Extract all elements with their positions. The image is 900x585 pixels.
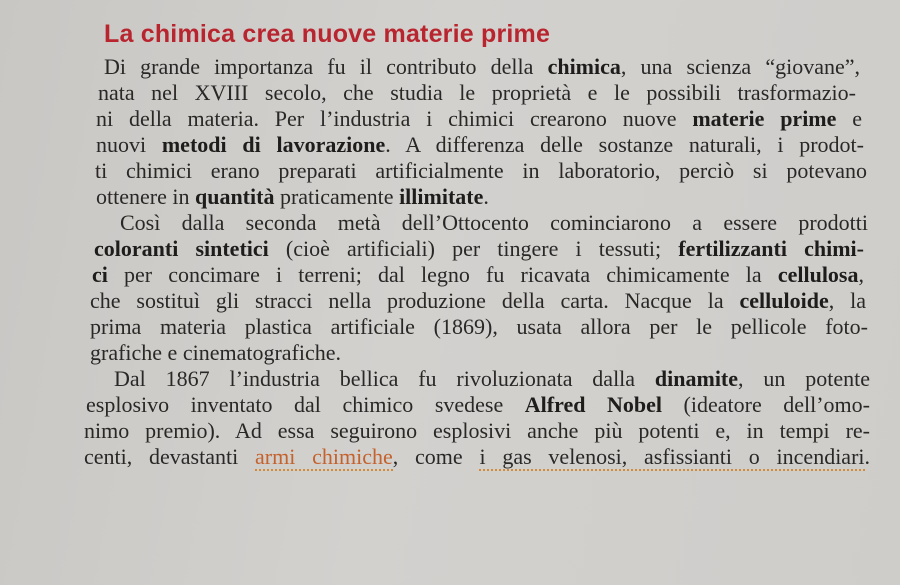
text-segment: (ideatore dell’omo-	[662, 392, 870, 417]
text-line	[90, 314, 868, 340]
text-segment: , la	[828, 288, 866, 313]
text-line	[96, 106, 862, 132]
section-title: La chimica crea nuove materie prime	[104, 20, 551, 48]
text-segment: che sostituì gli stracci nella produzione della carta. Nacque la	[90, 288, 740, 313]
bold-term: chimica	[547, 54, 621, 79]
glossary-phrase: i gas velenosi, asfissianti o incendiari	[479, 444, 865, 469]
text-segment: nata nel XVIII secolo, che studia le proprietà e le possibili trasformazio-	[98, 80, 856, 105]
text-segment: prima materia plastica artificiale (1869), usata allora per le pellicole foto-	[90, 314, 868, 339]
text-line	[96, 132, 864, 158]
text-segment: , una scienza “giovane”,	[620, 54, 860, 79]
text-segment: Così dalla seconda metà dell’Ottocento cominciarono a essere prodotti	[120, 210, 868, 235]
bold-term: celluloide	[739, 288, 829, 313]
text-line	[96, 184, 558, 210]
bold-term: illimitate	[399, 184, 484, 209]
text-segment: .	[483, 184, 489, 209]
text-segment: .	[864, 444, 871, 469]
text-line	[95, 158, 867, 184]
text-segment: Dal 1867 l’industria bellica fu rivoluzionata dalla	[114, 366, 655, 391]
bold-term: cellulosa	[777, 262, 859, 287]
text-line	[120, 210, 868, 236]
text-segment: nimo premio). Ad essa seguirono esplosivi anche più potenti e, in tempi re-	[84, 418, 870, 443]
text-line	[98, 80, 856, 106]
text-line	[90, 288, 866, 314]
bold-term: materie prime	[692, 106, 837, 131]
text-segment: e	[836, 106, 862, 131]
text-segment: , un potente	[738, 366, 870, 391]
text-segment: ,	[858, 262, 864, 287]
text-segment: Di grande importanza fu il contributo della	[104, 54, 548, 79]
text-line	[114, 366, 870, 392]
text-segment: per concimare i terreni; dal legno fu ricavata chimicamente la	[107, 262, 778, 287]
bold-term: Alfred Nobel	[524, 392, 663, 417]
text-segment: nuovi	[96, 132, 162, 157]
text-line	[90, 340, 386, 366]
text-line	[84, 444, 870, 470]
text-segment: centi, devastanti	[84, 444, 255, 469]
text-segment: , come	[392, 444, 480, 469]
text-line	[84, 418, 870, 444]
text-segment: . A differenza delle sostanze naturali, i prodot-	[385, 132, 864, 157]
text-line	[104, 54, 860, 80]
bold-term: dinamite	[654, 366, 739, 391]
bold-term: coloranti sintetici	[94, 236, 269, 261]
bold-term: fertilizzanti chimi-	[678, 236, 864, 261]
bold-term: ci	[92, 262, 108, 287]
text-segment: ni della materia. Per l’industria i chimici crearono nuove	[96, 106, 693, 131]
text-segment: (cioè artificiali) per tingere i tessuti;	[268, 236, 679, 261]
text-segment: praticamente	[274, 184, 400, 209]
text-line	[94, 236, 864, 262]
text-segment: ti chimici erano preparati artificialmente in laboratorio, perciò si potevano	[95, 158, 867, 183]
text-segment: ottenere in	[96, 184, 195, 209]
text-segment: esplosivo inventato dal chimico svedese	[86, 392, 525, 417]
text-segment: grafiche e cinematografiche.	[90, 340, 342, 365]
text-line	[92, 262, 864, 288]
bold-term: quantità	[194, 184, 275, 209]
text-line	[86, 392, 870, 418]
glossary-link[interactable]: armi chimiche	[255, 444, 393, 469]
bold-term: metodi di lavorazione	[161, 132, 386, 157]
